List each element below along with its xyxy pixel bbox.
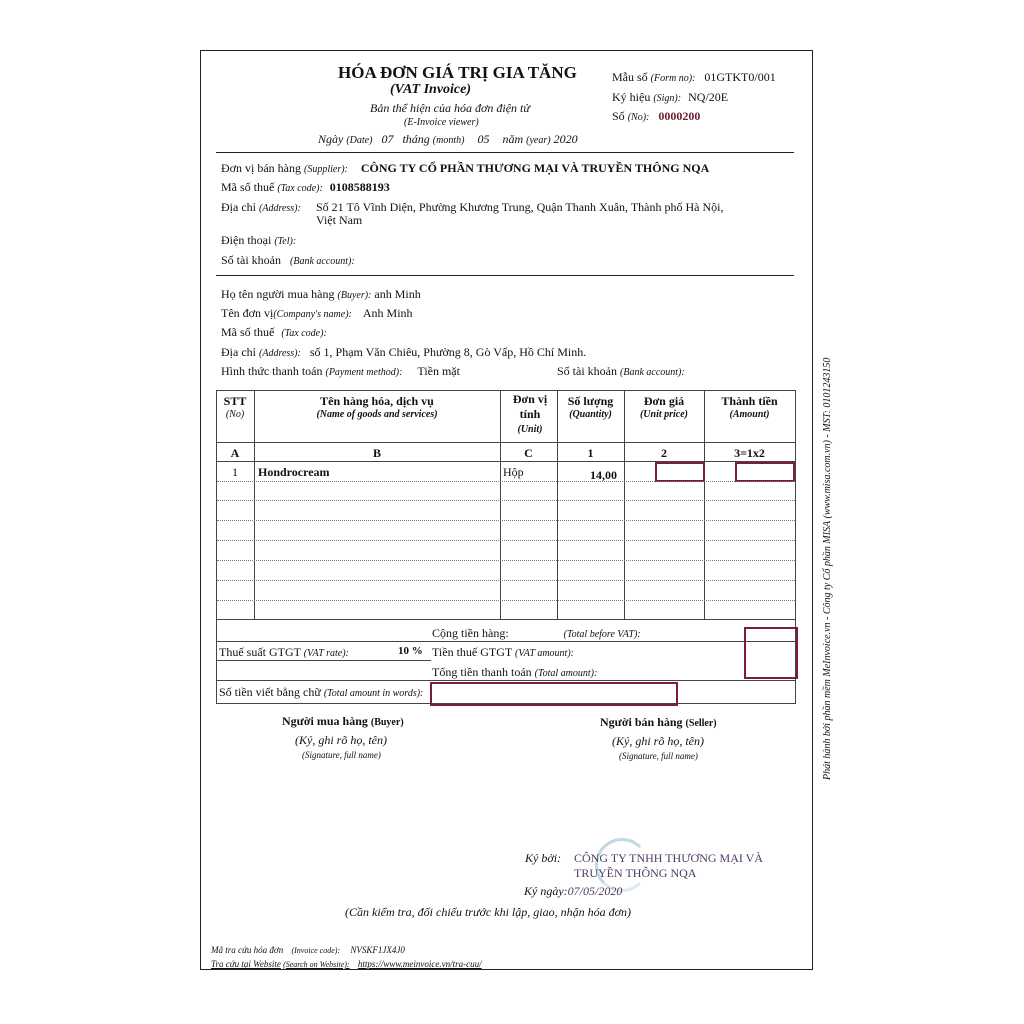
supplier-bank-label-en: (Bank account):: [290, 256, 355, 267]
signed-date-row: [524, 884, 622, 899]
seller-sign-title-vn: Người bán hàng: [600, 715, 683, 729]
col-unit-vn: Đơn vị tính: [512, 392, 548, 421]
month-label-en: (month): [432, 135, 465, 146]
vat-amount-row: [432, 645, 574, 660]
buyer-name-row: [221, 287, 421, 302]
no-label: Số: [612, 109, 625, 123]
buyer-bank-label-en: (Bank account):: [620, 367, 685, 378]
totals-amount-box: [744, 627, 798, 679]
buyer-bank-label: Số tài khoản: [557, 364, 617, 378]
supplier-bank-row: [221, 253, 355, 268]
year-label-en: (year): [526, 135, 551, 146]
vat-rate-row: [219, 645, 349, 660]
supplier-name-row: [221, 161, 709, 176]
row-1-stt: 1: [232, 465, 238, 479]
date-year: 2020: [553, 132, 578, 146]
buyer-sign-hint-en: (Signature, full name): [302, 750, 381, 760]
col-name-en: (Name of goods and services): [316, 409, 438, 420]
buyer-sign-hint: (Ký, ghi rõ họ, tên): [295, 733, 387, 747]
supplier-tel-row: [221, 233, 296, 248]
col-header-amount: [704, 394, 795, 420]
buyer-payment-row: [221, 364, 460, 379]
sign-row: [612, 90, 728, 105]
supplier-address-label-vn: Địa chỉ: [221, 200, 256, 214]
subtotal-label: Cộng tiền hàng:: [432, 626, 509, 640]
signed-by-label: Ký bởi:: [525, 851, 562, 865]
invoice-title: HÓA ĐƠN GIÁ TRỊ GIA TĂNG: [338, 63, 577, 82]
form-label-en: (Form no):: [650, 73, 696, 84]
seller-sign-hint: (Ký, ghi rõ họ, tên): [612, 734, 704, 748]
buyer-tax-label-en: (Tax code):: [281, 328, 327, 339]
col-price-en: (Unit price): [639, 409, 689, 420]
divider-2: [216, 275, 794, 276]
divider-1: [216, 152, 794, 153]
lookup-code-row: [211, 945, 405, 955]
buyer-bank-row: [557, 364, 685, 379]
signed-by-line2: TRUYỀN THÔNG NQA: [574, 866, 697, 880]
col-header-name: [254, 394, 500, 420]
sign-label: Ký hiệu: [612, 90, 651, 104]
date-day: 07: [381, 132, 394, 146]
buyer-sign-title-en: (Buyer): [370, 717, 404, 728]
buyer-company-row: [221, 306, 413, 321]
viewer-vn: Bản thể hiện của hóa đơn điện tử: [370, 101, 530, 115]
total-label: Tổng tiền thanh toán: [432, 665, 532, 679]
vat-amount-label-en: (VAT amount):: [515, 648, 574, 659]
vat-rate-label-en: (VAT rate):: [303, 648, 349, 659]
words-label: Số tiền viết bằng chữ: [219, 685, 321, 699]
buyer-address-row: [221, 345, 586, 360]
buyer-tax-label: Mã số thuế: [221, 325, 275, 339]
subtotal-label-en: (Total before VAT):: [563, 629, 641, 640]
form-no: 01GTKT0/001: [704, 70, 776, 84]
vat-rate-value: 10 %: [398, 645, 423, 657]
code-2: 2: [661, 446, 667, 460]
buyer-address-label-en: (Address):: [259, 348, 301, 359]
words-amount-box: [430, 682, 678, 706]
issuer-side-note: Phát hành bởi phần mềm MeInvoice.vn - Công ty Cổ phần MISA (www.misa.com.vn) - MST: 0101243150: [822, 357, 833, 780]
website-link[interactable]: https://www.meinvoice.vn/tra-cuu/: [357, 959, 482, 969]
year-label-vn: năm: [502, 132, 524, 146]
form-label: Mẫu số: [612, 70, 648, 84]
col-unit-en: (Unit): [517, 424, 543, 435]
buyer-name: anh Minh: [374, 287, 421, 301]
viewer-en: (E-Invoice viewer): [404, 117, 479, 128]
supplier-tel-label-en: (Tel):: [274, 236, 297, 247]
supplier-bank-label: Số tài khoản: [221, 253, 281, 267]
col-stt-vn: STT: [223, 394, 247, 408]
seller-sign-title-en: (Seller): [685, 718, 717, 729]
buyer-label: Họ tên người mua hàng: [221, 287, 335, 301]
row-1-price-box: [655, 462, 705, 482]
subtotal-row: [432, 626, 641, 641]
buyer-address: số 1, Phạm Văn Chiêu, Phường 8, Gò Vấp, Hồ Chí Minh.: [309, 345, 587, 359]
code-3: 3=1x2: [734, 446, 765, 460]
col-qty-vn: Số lượng: [567, 394, 614, 408]
code-b: B: [372, 446, 381, 460]
signed-by-line1: CÔNG TY TNHH THƯƠNG MẠI VÀ: [574, 851, 763, 865]
supplier-name: CÔNG TY CỔ PHẦN THƯƠNG MẠI VÀ TRUYỀN THÔNG NQA: [360, 161, 710, 175]
website-label: Tra cứu tại Website: [211, 959, 281, 969]
row-1-name: Hondrocream: [258, 465, 330, 479]
date-label-vn: Ngày: [318, 132, 344, 146]
total-row: [432, 665, 597, 680]
col-header-unit: [510, 392, 550, 437]
seller-signature-title: [600, 715, 717, 730]
supplier-tax-row: [221, 180, 390, 195]
signed-date-label: Ký ngày:: [524, 884, 568, 898]
words-row: [219, 685, 423, 700]
code-a: A: [230, 446, 240, 460]
buyer-label-en: (Buyer):: [337, 290, 372, 301]
supplier-label-en: (Supplier):: [304, 164, 348, 175]
date-month: 05: [477, 132, 490, 146]
website-row: [211, 959, 482, 969]
supplier-tax-code: 0108588193: [329, 180, 390, 194]
col-header-price: [624, 394, 704, 420]
code-1: 1: [587, 446, 594, 460]
sign-label-en: (Sign):: [653, 93, 682, 104]
vat-amount-label: Tiền thuế GTGT: [432, 645, 513, 659]
payment-label: Hình thức thanh toán: [221, 364, 323, 378]
words-label-en: (Total amount in words):: [323, 688, 424, 699]
lookup-code-label: Mã tra cứu hóa đơn: [211, 945, 284, 955]
verify-note: (Cần kiểm tra, đối chiếu trước khi lập, giao, nhận hóa đơn): [345, 905, 631, 919]
supplier-address-1: Số 21 Tô Vĩnh Diện, Phường Khương Trung, Quận Thanh Xuân, Thành phố Hà Nội,: [316, 200, 724, 214]
supplier-tel-label: Điện thoại: [221, 233, 272, 247]
payment-method: Tiền mặt: [417, 364, 460, 378]
supplier-tax-label: Mã số thuế: [221, 180, 275, 194]
row-1-unit: Hộp: [503, 465, 524, 479]
buyer-sign-title-vn: Người mua hàng: [282, 714, 368, 728]
col-price-vn: Đơn giá: [643, 394, 685, 408]
supplier-address-2: Việt Nam: [316, 213, 363, 227]
total-label-en: (Total amount):: [534, 668, 598, 679]
invoice-subtitle: (VAT Invoice): [390, 82, 472, 97]
code-c: C: [524, 446, 533, 460]
sign-value: NQ/20E: [688, 90, 729, 104]
col-amount-vn: Thành tiền: [721, 394, 778, 408]
website-label-en: (Search on Website):: [283, 960, 350, 969]
signed-date: 07/05/2020: [567, 884, 623, 898]
col-header-qty: [557, 394, 624, 420]
buyer-tax-row: [221, 325, 327, 340]
invoice-number: 0000200: [658, 109, 701, 123]
lookup-code-label-en: (Invoice code):: [291, 946, 341, 955]
supplier-label: Đơn vị bán hàng: [221, 161, 301, 175]
month-label-vn: tháng: [402, 132, 430, 146]
col-qty-en: (Quantity): [569, 409, 612, 420]
buyer-address-label: Địa chỉ: [221, 345, 256, 359]
row-1-amount-box: [735, 462, 795, 482]
invoice-no-row: [612, 109, 700, 124]
col-stt-en: (No): [225, 409, 245, 420]
no-label-en: (No):: [627, 112, 650, 123]
seller-sign-hint-en: (Signature, full name): [619, 751, 698, 761]
buyer-company-label-en: (Company's name):: [273, 309, 352, 320]
lookup-code: NVSKF1JX4J0: [350, 945, 405, 955]
invoice-date: [318, 132, 578, 147]
col-name-vn: Tên hàng hóa, dịch vụ: [320, 394, 434, 408]
col-header-stt: [216, 394, 254, 420]
form-no-row: [612, 70, 776, 85]
buyer-company: Anh Minh: [362, 306, 413, 320]
col-amount-en: (Amount): [729, 409, 770, 420]
date-label-en: (Date): [346, 135, 373, 146]
supplier-tax-label-en: (Tax code):: [277, 183, 323, 194]
supplier-address-label: [221, 200, 301, 215]
payment-label-en: (Payment method):: [325, 367, 403, 378]
supplier-address-label-en: (Address):: [259, 203, 301, 214]
vat-rate-label: Thuế suất GTGT: [219, 645, 301, 659]
buyer-company-label: Tên đơn vị: [221, 306, 274, 320]
row-1-qty: 14,00: [590, 468, 617, 482]
buyer-signature-title: [282, 714, 404, 729]
